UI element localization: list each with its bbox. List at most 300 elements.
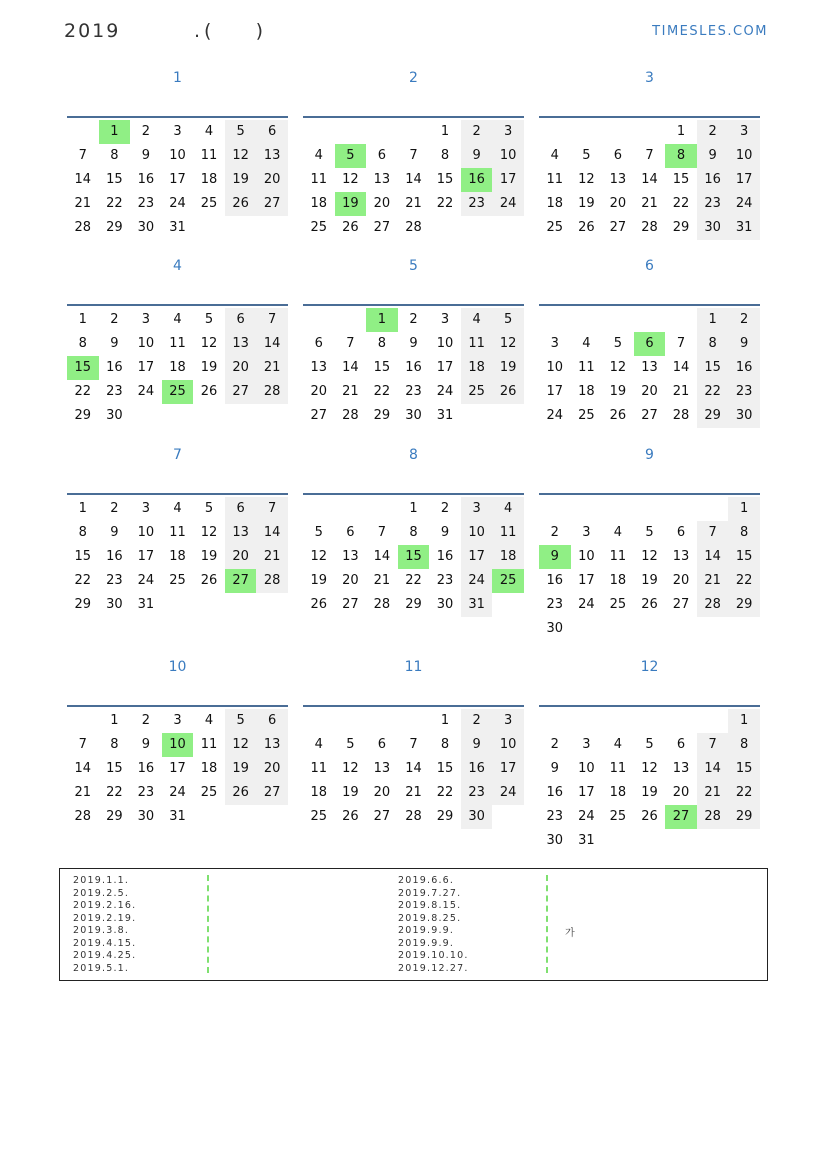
day-cell: 17 [461,545,493,569]
day-cell: 31 [169,220,186,235]
legend-date: 2019.2.19. [73,912,137,924]
day-cell: 25 [200,785,218,800]
day-cell: 2 [440,501,450,516]
day-cell: 29 [728,593,760,617]
day-cell: 7 [645,148,654,163]
day-cell: 22 [106,196,123,211]
day-cell: 24 [169,196,186,211]
day-cell: 17 [137,360,155,375]
day-cell: 8 [440,737,450,752]
day-cell: 2 [461,120,493,144]
day-cell: 26 [310,597,328,612]
day-cell: 7 [256,497,288,521]
day-cell: 3 [492,709,524,733]
day-cell: 1 [78,501,87,516]
day-cell: 24 [137,384,155,399]
day-cell: 14 [405,172,422,187]
day-cell: 26 [200,573,218,588]
day-cell: 2 [141,713,151,728]
day-cell: 17 [578,785,595,800]
day-cell: 30 [137,809,155,824]
day-cell: 3 [173,713,182,728]
day-cell: 10 [137,525,155,540]
day-cell: 4 [582,336,591,351]
legend-date: 2019.4.15. [73,937,137,949]
day-cell: 5 [582,148,591,163]
day-cell: 18 [200,172,218,187]
day-cell: 9 [409,336,418,351]
day-cell: 26 [225,192,257,216]
day-cell: 7 [78,737,87,752]
day-cell: 14 [373,549,391,564]
day-cell: 18 [609,785,627,800]
day-cell: 9 [550,761,559,776]
day-cell: 22 [74,573,92,588]
day-cell: 20 [256,168,288,192]
day-cell: 14 [74,172,92,187]
day-cell: 6 [225,497,257,521]
day-cell: 6 [225,308,257,332]
day-cell: 13 [225,332,257,356]
day-cell: 4 [550,148,559,163]
day-cell: 18 [546,196,564,211]
day-cell: 14 [342,360,359,375]
day-cell: 24 [492,192,524,216]
month-title: 3 [645,70,654,86]
day-cell: 14 [256,332,288,356]
day-cell: 6 [613,148,623,163]
day-cell: 8 [440,148,450,163]
legend-right-column [398,875,469,975]
day-cell: 10 [492,144,524,168]
day-cell: 12 [641,549,658,564]
day-cell: 26 [342,809,359,824]
day-cell: 27 [641,408,658,423]
day-cell: 11 [609,761,627,776]
day-cell: 24 [728,192,760,216]
day-cell: 10 [492,733,524,757]
holiday-legend [59,868,768,981]
month-grid [67,705,288,829]
day-cell: 7 [409,148,418,163]
day-cell: 24 [169,785,186,800]
day-cell: 1 [728,497,760,521]
day-cell: 6 [256,709,288,733]
day-cell: 30 [106,597,123,612]
day-cell: 15 [436,172,454,187]
day-cell: 3 [141,501,151,516]
day-cell: 4 [314,737,323,752]
day-cell: 25 [310,220,328,235]
day-cell: 18 [310,196,328,211]
day-cell: 26 [641,809,658,824]
day-cell: 21 [405,785,422,800]
holiday-day-cell: 8 [665,144,697,168]
day-cell: 27 [609,220,627,235]
day-cell: 8 [78,336,87,351]
day-cell: 18 [200,761,218,776]
day-cell: 29 [74,597,92,612]
legend-date: 2019.2.16. [73,900,137,911]
day-cell: 27 [256,192,288,216]
day-cell: 10 [137,336,155,351]
holiday-day-cell: 9 [539,545,571,569]
day-cell: 2 [550,737,559,752]
day-cell: 17 [546,384,564,399]
day-cell: 2 [110,501,119,516]
day-cell: 3 [141,312,151,327]
day-cell: 30 [546,621,564,636]
day-cell: 9 [461,733,493,757]
day-cell: 21 [672,384,690,399]
day-cell: 7 [256,308,288,332]
day-cell: 10 [578,761,595,776]
day-cell: 17 [169,761,186,776]
legend-date: 2019.10.10. [398,950,469,961]
day-cell: 1 [409,501,418,516]
day-cell: 21 [697,781,729,805]
day-cell: 28 [697,593,729,617]
day-cell: 7 [697,521,729,545]
day-cell: 29 [106,220,123,235]
day-cell: 14 [697,757,729,781]
day-cell: 30 [697,216,729,240]
day-cell: 21 [405,196,422,211]
day-cell: 9 [141,737,151,752]
day-cell: 14 [74,761,92,776]
day-cell: 21 [256,545,288,569]
day-cell: 19 [225,757,257,781]
day-cell: 26 [641,597,658,612]
day-cell: 14 [697,545,729,569]
day-cell: 4 [613,525,623,540]
day-cell: 19 [578,196,595,211]
holiday-day-cell: 6 [634,332,666,356]
day-cell: 14 [405,761,422,776]
month-grid [539,304,760,428]
day-cell: 25 [461,380,493,404]
month-title: 1 [173,70,182,86]
day-cell: 12 [200,525,218,540]
day-cell: 20 [310,384,328,399]
day-cell: 11 [200,737,218,752]
legend-divider-right [546,875,550,973]
day-cell: 9 [728,332,760,356]
day-cell: 4 [173,501,182,516]
day-cell: 3 [582,737,591,752]
day-cell: 3 [461,497,493,521]
day-cell: 31 [169,809,186,824]
day-cell: 2 [141,124,151,139]
day-cell: 4 [314,148,323,163]
day-cell: 12 [310,549,328,564]
month-grid [67,116,288,240]
month-grid [303,304,524,428]
day-cell: 28 [373,597,391,612]
day-cell: 8 [697,332,729,356]
legend-date: 2019.7.27. [398,887,462,899]
day-cell: 29 [697,404,729,428]
day-cell: 16 [436,549,454,564]
month-grid [67,304,288,428]
day-cell: 8 [110,737,119,752]
day-cell: 5 [204,501,214,516]
day-cell: 12 [609,360,627,375]
day-cell: 2 [461,709,493,733]
day-cell: 28 [641,220,658,235]
day-cell: 1 [728,709,760,733]
day-cell: 3 [582,525,591,540]
day-cell: 24 [461,569,493,593]
day-cell: 14 [672,360,690,375]
day-cell: 9 [697,144,729,168]
day-cell: 7 [377,525,387,540]
day-cell: 30 [461,805,493,829]
day-cell: 12 [342,172,359,187]
day-cell: 12 [225,733,257,757]
day-cell: 12 [492,332,524,356]
month-title: 6 [645,258,654,274]
day-cell: 6 [676,525,686,540]
day-cell: 16 [546,785,564,800]
day-cell: 20 [373,196,391,211]
day-cell: 7 [697,733,729,757]
holiday-day-cell: 25 [162,380,194,404]
day-cell: 5 [346,737,355,752]
day-cell: 17 [169,172,186,187]
day-cell: 15 [697,356,729,380]
day-cell: 26 [342,220,359,235]
month-title: 4 [173,258,182,274]
day-cell: 1 [676,124,686,139]
holiday-day-cell: 10 [162,733,194,757]
day-cell: 3 [492,120,524,144]
day-cell: 16 [106,549,123,564]
day-cell: 29 [74,408,92,423]
day-cell: 20 [342,573,359,588]
day-cell: 29 [373,408,391,423]
day-cell: 22 [436,196,454,211]
day-cell: 23 [137,785,155,800]
day-cell: 7 [78,148,87,163]
day-cell: 14 [256,521,288,545]
month-title: 10 [168,659,187,675]
day-cell: 24 [492,781,524,805]
day-cell: 31 [461,593,493,617]
day-cell: 11 [200,148,218,163]
day-cell: 20 [225,356,257,380]
day-cell: 23 [106,573,123,588]
day-cell: 29 [672,220,690,235]
day-cell: 16 [405,360,422,375]
day-cell: 6 [314,336,323,351]
day-cell: 28 [74,809,92,824]
day-cell: 26 [609,408,627,423]
day-cell: 1 [697,308,729,332]
day-cell: 15 [373,360,391,375]
day-cell: 5 [645,737,654,752]
day-cell: 8 [409,525,418,540]
day-cell: 21 [74,196,92,211]
day-cell: 17 [492,168,524,192]
day-cell: 26 [578,220,595,235]
day-cell: 18 [169,360,186,375]
day-cell: 25 [578,408,595,423]
day-cell: 15 [106,761,123,776]
day-cell: 30 [546,833,564,848]
day-cell: 18 [609,573,627,588]
day-cell: 4 [461,308,493,332]
day-cell: 13 [672,761,690,776]
month-title: 5 [409,258,418,274]
day-cell: 2 [728,308,760,332]
day-cell: 20 [225,545,257,569]
day-cell: 23 [461,781,493,805]
day-cell: 11 [310,172,328,187]
day-cell: 23 [106,384,123,399]
day-cell: 27 [373,220,391,235]
holiday-day-cell: 16 [461,168,493,192]
day-cell: 13 [342,549,359,564]
day-cell: 25 [609,597,627,612]
day-cell: 28 [256,569,288,593]
day-cell: 4 [613,737,623,752]
day-cell: 8 [728,733,760,757]
month-grid [303,705,524,829]
day-cell: 13 [609,172,627,187]
holiday-day-cell: 5 [335,144,367,168]
day-cell: 28 [697,805,729,829]
legend-left-column [73,875,136,975]
day-cell: 28 [672,408,690,423]
day-cell: 19 [641,785,658,800]
day-cell: 24 [578,809,595,824]
day-cell: 28 [256,380,288,404]
day-cell: 3 [440,312,450,327]
legend-date: 2019.2.5. [73,887,130,899]
day-cell: 1 [78,312,87,327]
day-cell: 19 [200,549,218,564]
holiday-day-cell: 25 [492,569,524,593]
day-cell: 25 [609,809,627,824]
day-cell: 1 [440,713,450,728]
day-cell: 17 [728,168,760,192]
day-cell: 14 [641,172,658,187]
day-cell: 5 [204,312,214,327]
legend-note: 가 [565,928,575,939]
page-header [64,20,768,48]
day-cell: 19 [310,573,328,588]
holiday-day-cell: 27 [665,805,697,829]
day-cell: 28 [342,408,359,423]
day-cell: 8 [728,521,760,545]
day-cell: 30 [106,408,123,423]
day-cell: 16 [461,757,493,781]
day-cell: 10 [461,521,493,545]
day-cell: 17 [137,549,155,564]
day-cell: 6 [676,737,686,752]
day-cell: 13 [373,172,391,187]
day-cell: 13 [256,144,288,168]
holiday-day-cell: 15 [398,545,430,569]
day-cell: 23 [697,192,729,216]
legend-divider-left [207,875,211,973]
day-cell: 17 [578,573,595,588]
day-cell: 27 [225,380,257,404]
day-cell: 10 [546,360,564,375]
day-cell: 2 [697,120,729,144]
day-cell: 5 [613,336,623,351]
day-cell: 17 [492,757,524,781]
day-cell: 18 [461,356,493,380]
legend-date: 2019.6.6. [398,875,455,886]
month-title: 7 [173,447,182,463]
day-cell: 5 [225,120,257,144]
day-cell: 23 [405,384,422,399]
day-cell: 29 [728,805,760,829]
day-cell: 29 [405,597,422,612]
day-cell: 21 [641,196,658,211]
day-cell: 22 [728,569,760,593]
day-cell: 27 [672,597,690,612]
day-cell: 16 [137,761,155,776]
day-cell: 24 [546,408,564,423]
day-cell: 11 [461,332,493,356]
year-label: 2019 [64,20,121,42]
day-cell: 24 [578,597,595,612]
day-cell: 24 [436,384,454,399]
day-cell: 11 [546,172,564,187]
day-cell: 22 [436,785,454,800]
day-cell: 28 [405,809,422,824]
day-cell: 7 [409,737,418,752]
day-cell: 22 [373,384,391,399]
day-cell: 3 [728,120,760,144]
day-cell: 13 [310,360,328,375]
day-cell: 6 [346,525,355,540]
day-cell: 15 [436,761,454,776]
day-cell: 8 [377,336,387,351]
day-cell: 31 [436,408,454,423]
day-cell: 4 [204,124,214,139]
legend-date: 2019.12.27. [398,962,469,974]
day-cell: 19 [492,356,524,380]
day-cell: 18 [169,549,186,564]
legend-date: 2019.4.25. [73,950,137,961]
month-title: 12 [640,659,659,675]
day-cell: 16 [137,172,155,187]
day-cell: 10 [728,144,760,168]
day-cell: 12 [641,761,658,776]
month-title: 2 [409,70,418,86]
day-cell: 9 [110,525,119,540]
day-cell: 18 [578,384,595,399]
day-cell: 22 [697,380,729,404]
day-cell: 13 [641,360,658,375]
day-cell: 13 [225,521,257,545]
day-cell: 4 [173,312,182,327]
month-title: 8 [409,447,418,463]
legend-date: 2019.1.1. [73,875,130,886]
day-cell: 12 [578,172,595,187]
site-logo[interactable]: TIMESLES.COM [652,24,768,39]
day-cell: 17 [436,360,454,375]
day-cell: 26 [200,384,218,399]
day-cell: 15 [74,549,92,564]
legend-date: 2019.9.9. [398,925,455,936]
day-cell: 20 [256,757,288,781]
day-cell: 10 [169,148,186,163]
